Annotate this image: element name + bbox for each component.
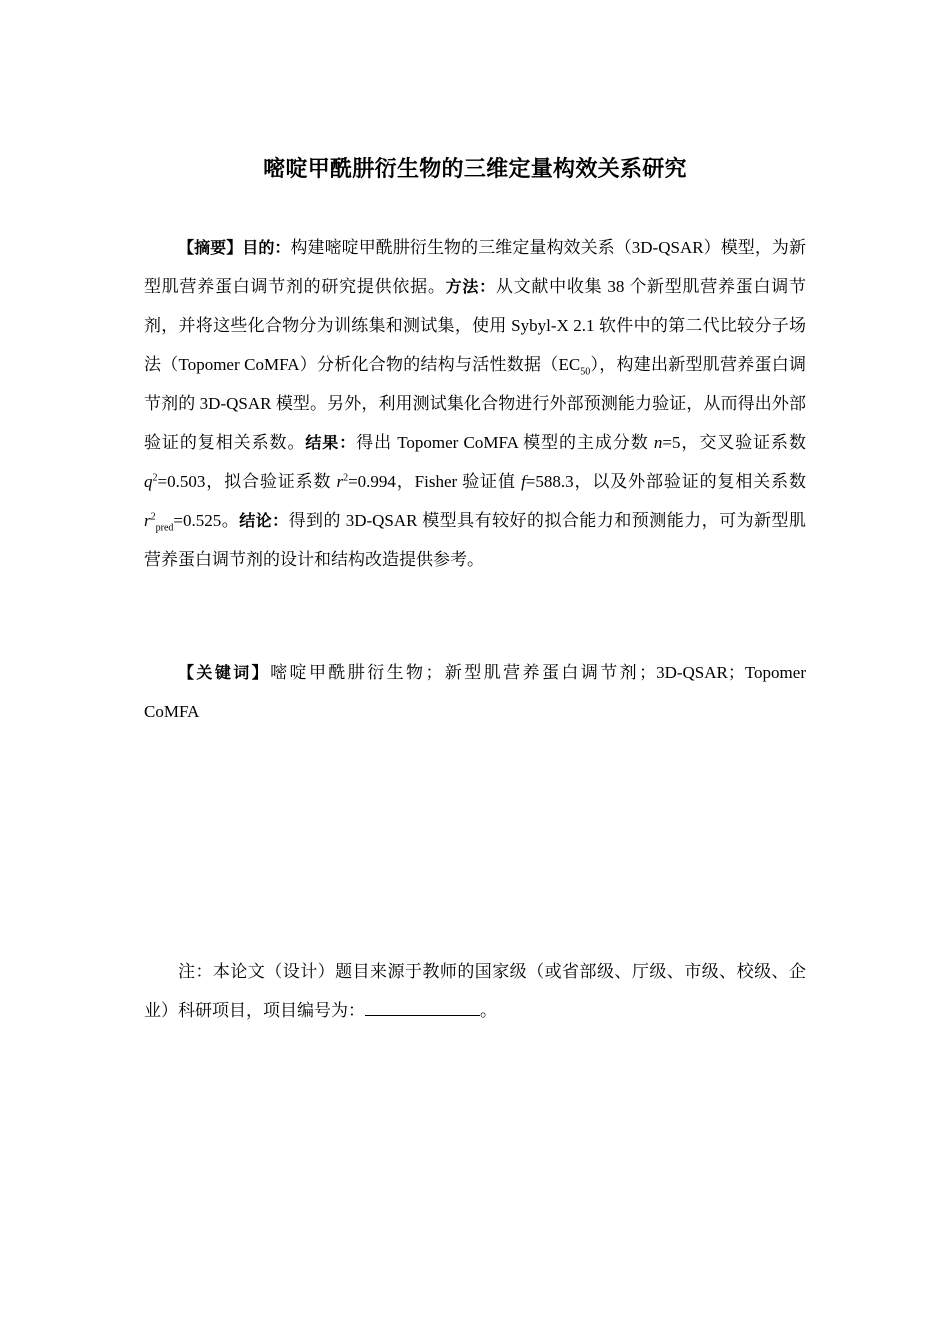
result-r-sup: 2 [343, 472, 349, 484]
abstract-paragraph [144, 228, 806, 579]
result-r2-sub: pred [155, 522, 174, 534]
result-q: q [144, 472, 153, 491]
result-text-6: =0.525。 [173, 511, 240, 530]
abstract-heading: 【摘要】 [178, 238, 243, 257]
note-text: 注：本论文（设计）题目来源于教师的国家级（或省部级、厅级、市级、校级、企业）科研项目，项目编号为： [144, 962, 806, 1020]
result-text-1: 得出 Topomer CoMFA 模型的主成分数 [356, 433, 654, 452]
method-label: 方法： [445, 277, 496, 296]
conclusion-label: 结论： [239, 511, 289, 530]
purpose-label: 目的： [242, 238, 291, 257]
result-r: r [336, 472, 344, 491]
keywords-heading: 【关键词】 [178, 663, 271, 682]
result-text-3: =0.503，拟合验证系数 [157, 472, 337, 491]
conclusion-text: 得到的 3D-QSAR 模型具有较好的拟合能力和预测能力，可为新型肌营养蛋白调节剂的设计和结构改造提供参考。 [144, 511, 806, 569]
result-text-2: =5，交叉验证系数 [662, 433, 806, 452]
note-end: 。 [480, 1001, 497, 1020]
ec50-subscript: 50 [580, 366, 591, 378]
result-f: f [521, 472, 526, 491]
result-r2-sup: 2 [150, 511, 156, 523]
result-r2: r [144, 511, 151, 530]
method-text-2: ），构建出新型肌营养蛋白调节剂的 3D-QSAR 模型。另外，利用测试集化合物进行外部预测能力验证，从而得出外部验证的复相关系数。 [144, 355, 807, 452]
document-title: 嘧啶甲酰肼衍生物的三维定量构效关系研究 [263, 157, 687, 182]
purpose-text: 构建嘧啶甲酰肼衍生物的三维定量构效关系（3D-QSAR）模型，为新型肌营养蛋白调节剂的研究提供依据。 [144, 238, 806, 296]
result-q-sup: 2 [152, 472, 158, 484]
result-label: 结果： [305, 433, 357, 452]
result-text-5: =588.3，以及外部验证的复相关系数 [525, 472, 807, 491]
result-text-4: =0.994，Fisher 验证值 [348, 472, 522, 491]
result-n: n [653, 433, 663, 452]
keywords-text: 嘧啶甲酰肼衍生物；新型肌营养蛋白调节剂；3D-QSAR；Topomer CoMFA [144, 663, 806, 721]
note-paragraph [144, 952, 806, 1030]
project-number-blank [365, 1001, 480, 1016]
method-text-1: 从文献中收集 38 个新型肌营养蛋白调节剂，并将这些化合物分为训练集和测试集，使用 Sybyl-X 2.1 软件中的第二代比较分子场法（Topomer CoMFA）分析化合物的结构与活性数据（EC [144, 277, 807, 374]
keywords-paragraph [144, 653, 806, 731]
